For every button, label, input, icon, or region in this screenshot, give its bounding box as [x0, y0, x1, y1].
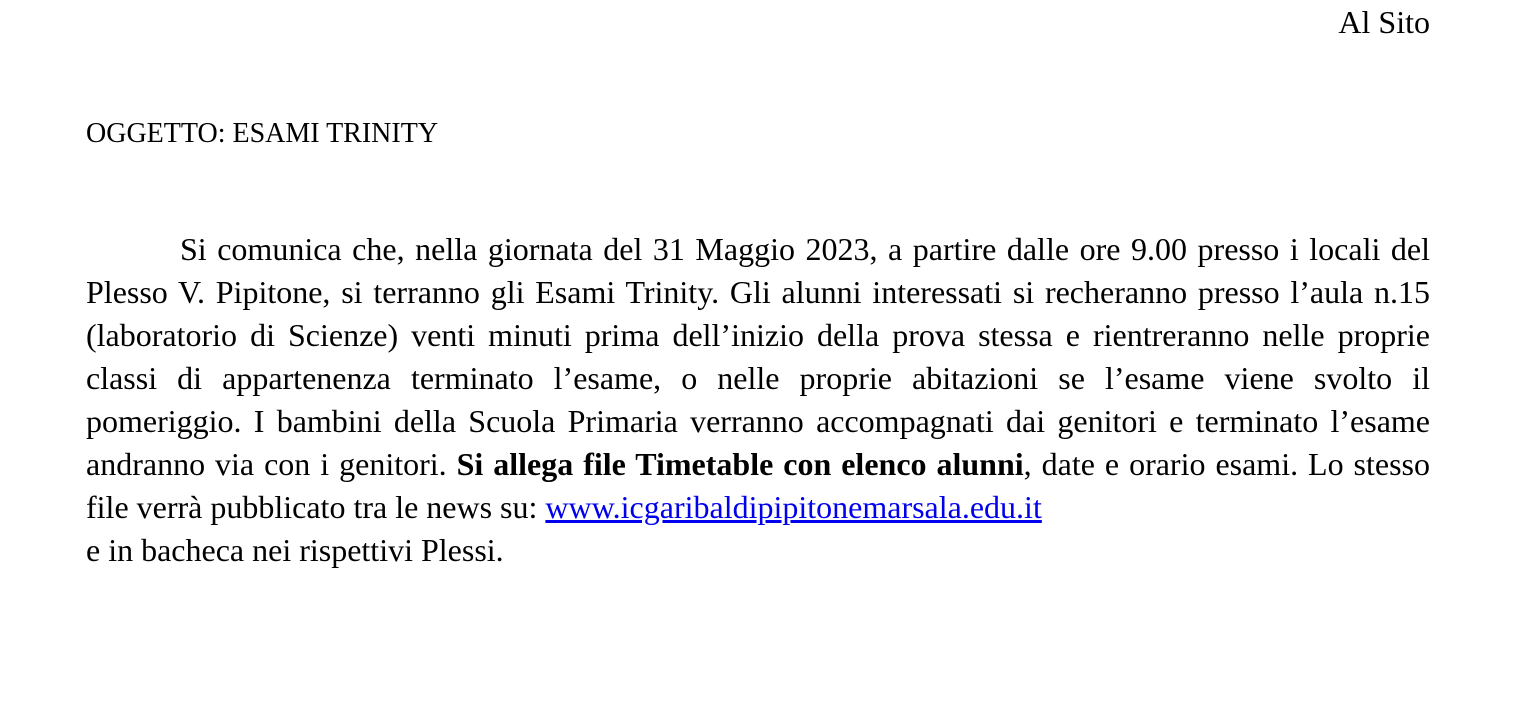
body-closing-text: e in bacheca nei rispettivi Plessi.: [86, 532, 504, 568]
body-bold-attachment-note: Si allega file Timetable con elenco alunni: [456, 446, 1024, 482]
body-text-part1: Si comunica che, nella giornata del 31 Maggio 2023, a partire dalle ore 9.00 presso i locali del Plesso V. Pipitone, si terranno gli Esami Trinity. Gli alunni interessati si recheranno presso l’aula n.15 (laboratorio di Scienze) venti minuti prima dell’inizio della prova stessa e rientreranno nelle proprie classi di appartenenza terminato l’esame, o nelle proprie abitazioni se l’esame viene svolto il pomeriggio. I bambini della Scuola Primaria verranno accompagnati dai genitori e terminato l’esame andranno via con i genitori.: [86, 231, 1430, 482]
subject-line: OGGETTO: ESAMI TRINITY: [86, 118, 439, 149]
school-website-link[interactable]: www.icgaribaldipipitonemarsala.edu.it: [545, 489, 1042, 525]
body-text-part2: , date e orario esami. Lo stesso file verrà pubblicato tra le news su:: [86, 446, 1431, 525]
recipient-line: Al Sito: [1338, 4, 1430, 40]
body-paragraph: [86, 228, 1430, 572]
